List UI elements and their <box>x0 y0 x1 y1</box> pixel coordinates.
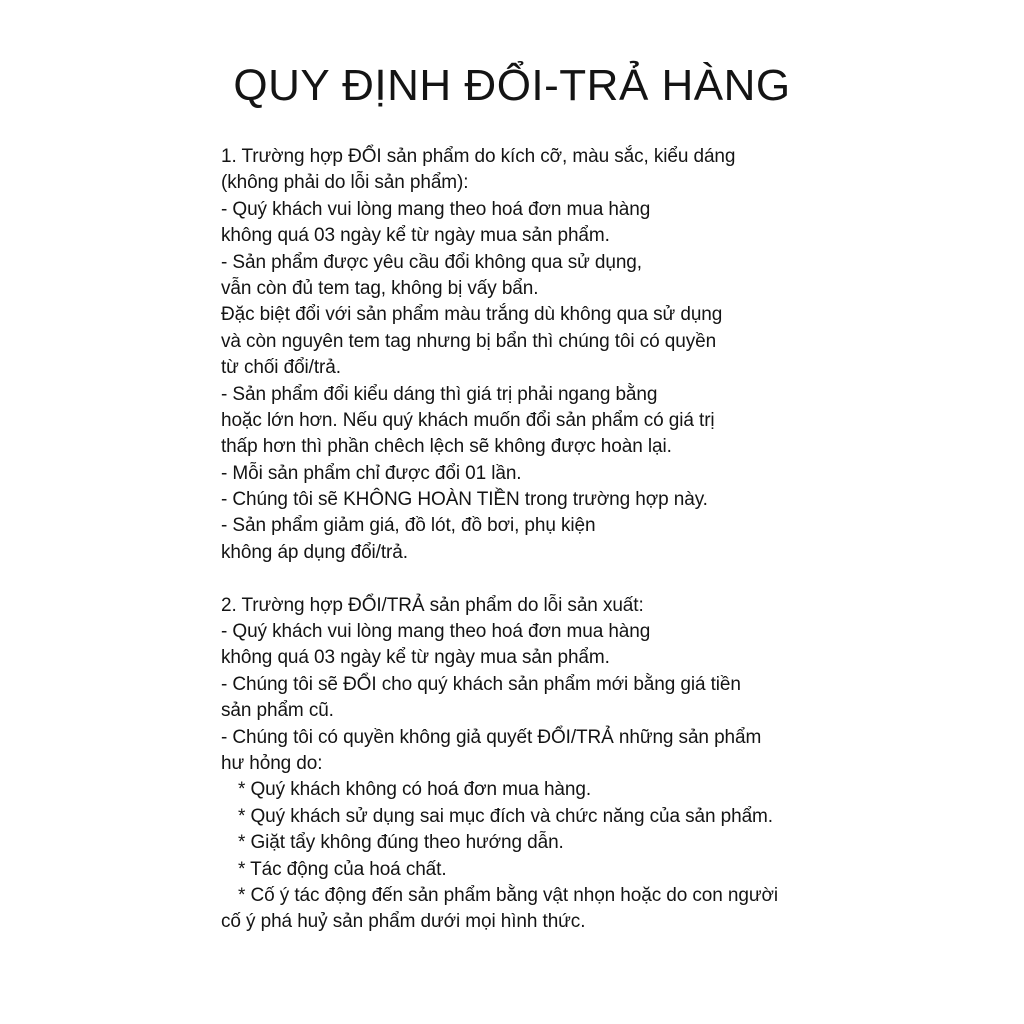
section-2-line: hư hỏng do: <box>221 752 323 774</box>
section-2-bullet: * Cố ý tác động đến sản phẩm bằng vật nhọn hoặc do con người <box>238 884 778 906</box>
section-1-line: và còn nguyên tem tag nhưng bị bẩn thì chúng tôi có quyền <box>221 330 717 352</box>
section-1-line: - Mỗi sản phẩm chỉ được đổi 01 lần. <box>221 462 522 484</box>
section-1-line: - Sản phẩm được yêu cầu đổi không qua sử dụng, <box>221 251 642 273</box>
section-2-bullet: * Tác động của hoá chất. <box>238 858 447 880</box>
section-1-line: hoặc lớn hơn. Nếu quý khách muốn đổi sản phẩm có giá trị <box>221 409 715 431</box>
section-2-line: - Chúng tôi có quyền không giả quyết ĐỔI/TRẢ những sản phẩm <box>221 726 762 748</box>
section-1-line: - Chúng tôi sẽ KHÔNG HOÀN TIỀN trong trường hợp này. <box>221 489 708 511</box>
section-1-line: không áp dụng đổi/trả. <box>221 541 408 563</box>
section-1-line: - Sản phẩm giảm giá, đồ lót, đồ bơi, phụ kiện <box>221 515 596 537</box>
section-1-line: (không phải do lỗi sản phẩm): <box>221 172 469 194</box>
section-2-line: không quá 03 ngày kể từ ngày mua sản phẩm. <box>221 647 610 669</box>
section-2-closing-line: cố ý phá huỷ sản phẩm dưới mọi hình thức. <box>221 911 586 933</box>
section-2-manufacturing-defect <box>221 593 861 936</box>
section-spacer <box>221 566 861 592</box>
section-1-line: vẫn còn đủ tem tag, không bị vấy bẩn. <box>221 277 539 299</box>
page-title: QUY ĐỊNH ĐỔI-TRẢ HÀNG <box>233 61 791 110</box>
section-1-line: - Sản phẩm đổi kiểu dáng thì giá trị phải ngang bằng <box>221 383 658 405</box>
section-2-bullet: * Giặt tẩy không đúng theo hướng dẫn. <box>238 832 564 854</box>
section-2-bullet: * Quý khách sử dụng sai mục đích và chức năng của sản phẩm. <box>238 805 773 827</box>
section-1-line: từ chối đổi/trả. <box>221 357 341 379</box>
section-2-line: sản phẩm cũ. <box>221 700 334 722</box>
section-2-line: - Chúng tôi sẽ ĐỔI cho quý khách sản phẩm mới bằng giá tiền <box>221 673 741 695</box>
section-1-line: không quá 03 ngày kể từ ngày mua sản phẩm. <box>221 225 610 247</box>
section-1-heading: 1. Trường hợp ĐỔI sản phẩm do kích cỡ, màu sắc, kiểu dáng <box>221 146 736 167</box>
section-1-exchange-size-color-style <box>221 144 861 566</box>
section-1-line: Đặc biệt đổi với sản phẩm màu trắng dù không qua sử dụng <box>221 304 723 326</box>
section-2-bullet: * Quý khách không có hoá đơn mua hàng. <box>238 779 592 801</box>
section-2-line: - Quý khách vui lòng mang theo hoá đơn mua hàng <box>221 621 651 643</box>
policy-content <box>221 144 861 936</box>
section-1-line: thấp hơn thì phần chêch lệch sẽ không được hoàn lại. <box>221 436 672 458</box>
section-2-heading: 2. Trường hợp ĐỔI/TRẢ sản phẩm do lỗi sản xuất: <box>221 594 644 616</box>
section-1-line: - Quý khách vui lòng mang theo hoá đơn mua hàng <box>221 198 651 220</box>
